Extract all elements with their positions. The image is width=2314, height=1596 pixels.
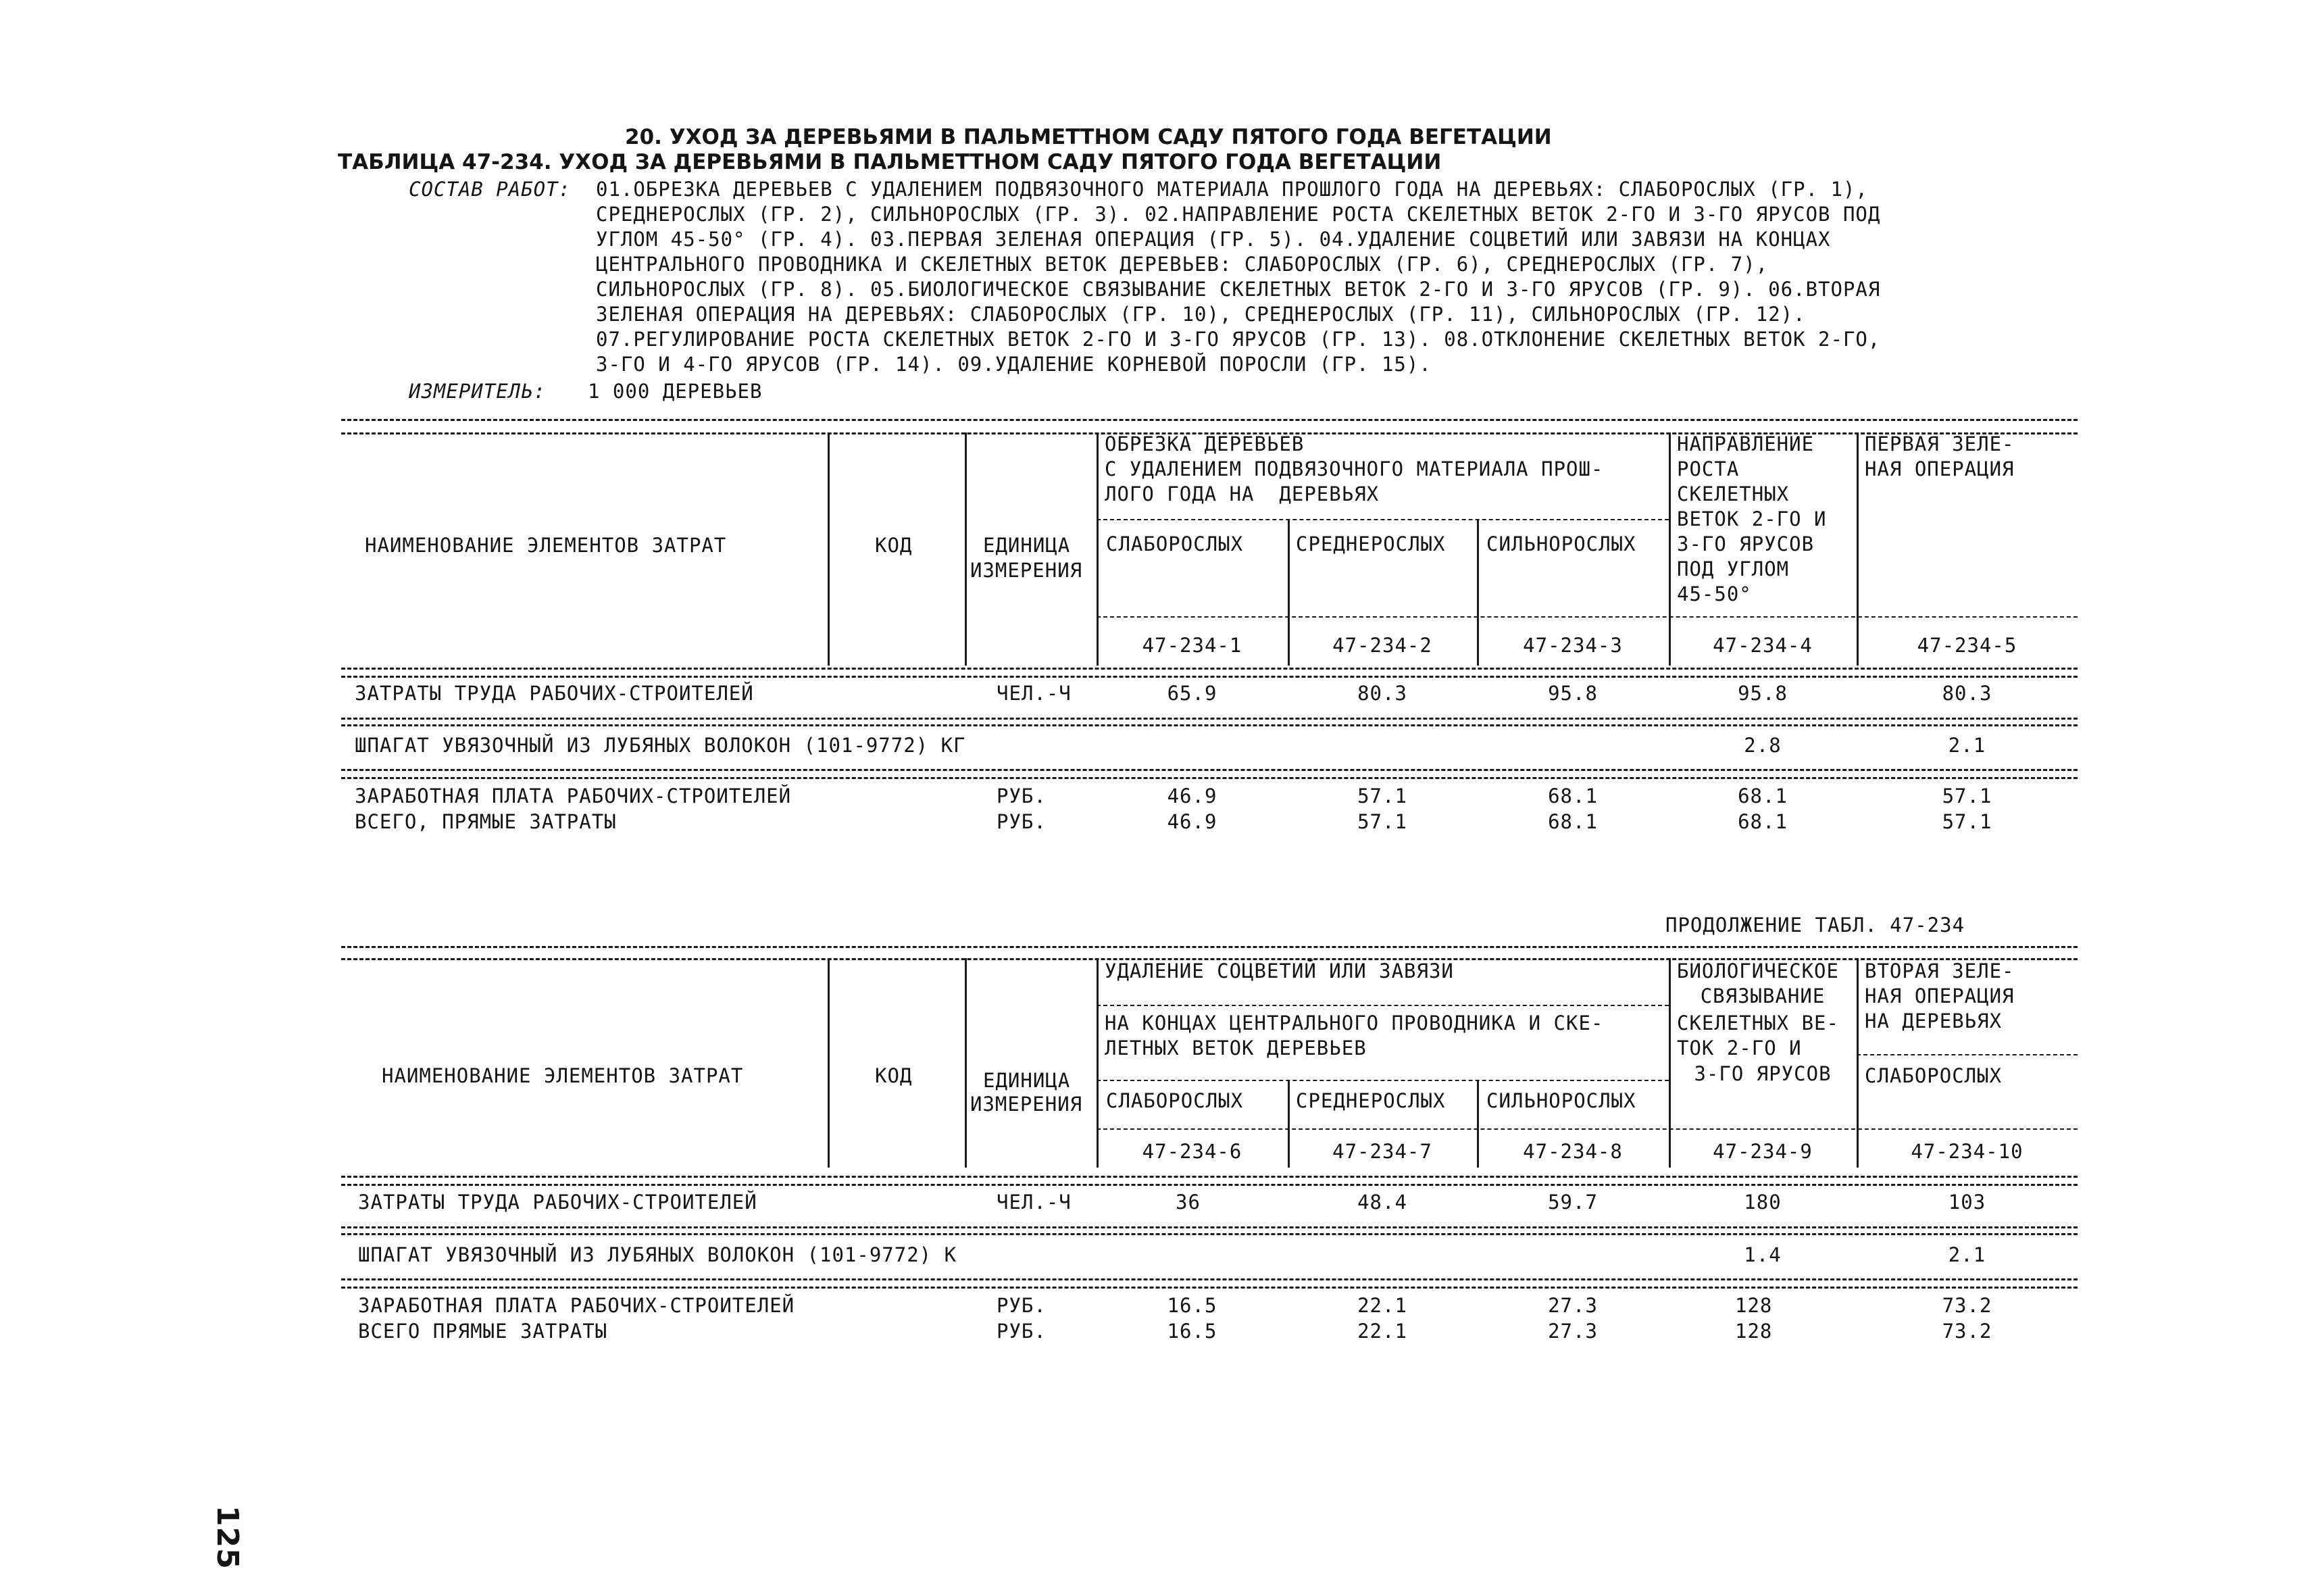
t1-cell: 80.3 bbox=[1942, 682, 1992, 705]
t2-cell: 48.4 bbox=[1357, 1191, 1407, 1214]
composition-line: ЗЕЛЕНАЯ ОПЕРАЦИЯ НА ДЕРЕВЬЯХ: СЛАБОРОСЛЫХ (ГР. 10), СРЕДНЕРОСЛЫХ (ГР. 11), СИЛЬНОРОСЛЫХ (ГР. 12). bbox=[596, 303, 1806, 326]
t2-group-header: УДАЛЕНИЕ СОЦВЕТИЙ ИЛИ ЗАВЯЗИ bbox=[1105, 959, 1454, 982]
t1-col4-header: 45-50° bbox=[1677, 582, 1752, 605]
t2-row-name: ВСЕГО ПРЯМЫЕ ЗАТРАТЫ bbox=[358, 1320, 608, 1343]
t1-cell: 2.8 bbox=[1744, 734, 1782, 757]
t1-row-unit: ЧЕЛ.-Ч bbox=[997, 682, 1072, 705]
t2-col4-header: СВЯЗЫВАНИЕ bbox=[1700, 984, 1826, 1007]
t2-cell: 36 bbox=[1176, 1191, 1201, 1214]
t1-row-name: ЗАТРАТЫ ТРУДА РАБОЧИХ-СТРОИТЕЛЕЙ bbox=[355, 682, 754, 705]
t1-group-header: ЛОГО ГОДА НА ДЕРЕВЬЯХ bbox=[1105, 482, 1380, 505]
t1-group-header: С УДАЛЕНИЕМ ПОДВЯЗОЧНОГО МАТЕРИАЛА ПРОШ- bbox=[1105, 457, 1604, 480]
t1-cell: 57.1 bbox=[1942, 784, 1992, 807]
t1-head-unit: ЕДИНИЦА bbox=[983, 534, 1071, 557]
t2-group-header: ЛЕТНЫХ ВЕТОК ДЕРЕВЬЕВ bbox=[1105, 1037, 1367, 1059]
t1-code: 47-234-1 bbox=[1142, 634, 1242, 657]
t1-cell: 80.3 bbox=[1357, 682, 1407, 705]
composition-line: СРЕДНЕРОСЛЫХ (ГР. 2), СИЛЬНОРОСЛЫХ (ГР. 3). 02.НАПРАВЛЕНИЕ РОСТА СКЕЛЕТНЫХ ВЕТОК 2-ГО И 3-ГО ЯРУСОВ ПОД bbox=[596, 203, 1881, 226]
table-title: ТАБЛИЦА 47-234. УХОД ЗА ДЕРЕВЬЯМИ В ПАЛЬМЕТТНОМ САДУ ПЯТОГО ГОДА ВЕГЕТАЦИИ bbox=[338, 150, 1442, 174]
t2-head-name: НАИМЕНОВАНИЕ ЭЛЕМЕНТОВ ЗАТРАТ bbox=[382, 1064, 744, 1087]
meter-value: 1 000 ДЕРЕВЬЕВ bbox=[588, 380, 763, 403]
page-number: 125 bbox=[210, 1505, 245, 1570]
t2-cell: 16.5 bbox=[1167, 1294, 1217, 1317]
t2-col5-header: НА ДЕРЕВЬЯХ bbox=[1865, 1009, 2003, 1032]
t1-subheader: СИЛЬНОРОСЛЫХ bbox=[1486, 532, 1636, 555]
t1-cell: 68.1 bbox=[1738, 784, 1788, 807]
t2-cell: 59.7 bbox=[1548, 1191, 1598, 1214]
t1-col5-header: ПЕРВАЯ ЗЕЛЕ- bbox=[1865, 432, 2015, 455]
t2-row-unit: РУБ. bbox=[997, 1320, 1047, 1343]
t2-cell: 180 bbox=[1744, 1191, 1782, 1214]
t1-subheader: СРЕДНЕРОСЛЫХ bbox=[1296, 532, 1446, 555]
t2-subheader: СРЕДНЕРОСЛЫХ bbox=[1296, 1089, 1446, 1112]
composition-line: ЦЕНТРАЛЬНОГО ПРОВОДНИКА И СКЕЛЕТНЫХ ВЕТОК ДЕРЕВЬЕВ: СЛАБОРОСЛЫХ (ГР. 6), СРЕДНЕРОСЛЫХ (ГР. 7), bbox=[596, 253, 1769, 276]
t1-head-unit: ИЗМЕРЕНИЯ bbox=[970, 559, 1083, 582]
t1-head-code: КОД bbox=[875, 534, 913, 557]
composition-line: 01.ОБРЕЗКА ДЕРЕВЬЕВ С УДАЛЕНИЕМ ПОДВЯЗОЧНОГО МАТЕРИАЛА ПРОШЛОГО ГОДА НА ДЕРЕВЬЯХ: СЛАБОРОСЛЫХ (ГР. 1), bbox=[596, 178, 1868, 201]
t2-cell: 2.1 bbox=[1948, 1243, 1986, 1266]
t2-row-name: ЗАТРАТЫ ТРУДА РАБОЧИХ-СТРОИТЕЛЕЙ bbox=[358, 1191, 757, 1214]
t2-cell: 73.2 bbox=[1942, 1294, 1992, 1317]
t2-cell: 103 bbox=[1948, 1191, 1986, 1214]
t1-row-name: ЗАРАБОТНАЯ ПЛАТА РАБОЧИХ-СТРОИТЕЛЕЙ bbox=[355, 784, 792, 807]
t2-col4-header: 3-ГО ЯРУСОВ bbox=[1694, 1062, 1832, 1085]
t2-code: 47-234-7 bbox=[1332, 1140, 1432, 1163]
t1-code: 47-234-2 bbox=[1332, 634, 1432, 657]
t2-cell: 22.1 bbox=[1357, 1294, 1407, 1317]
t2-head-code: КОД bbox=[875, 1064, 913, 1087]
t2-col5-header: ВТОРАЯ ЗЕЛЕ- bbox=[1865, 959, 2015, 982]
t2-col5-header: НАЯ ОПЕРАЦИЯ bbox=[1865, 984, 2015, 1007]
section-title: 20. УХОД ЗА ДЕРЕВЬЯМИ В ПАЛЬМЕТТНОМ САДУ ПЯТОГО ГОДА ВЕГЕТАЦИИ bbox=[625, 125, 1552, 149]
t1-head-name: НАИМЕНОВАНИЕ ЭЛЕМЕНТОВ ЗАТРАТ bbox=[365, 534, 727, 557]
t2-cell: 27.3 bbox=[1548, 1320, 1598, 1343]
t1-row-unit: РУБ. bbox=[997, 784, 1047, 807]
t2-cell: 73.2 bbox=[1942, 1320, 1992, 1343]
t2-col5-subheader: СЛАБОРОСЛЫХ bbox=[1865, 1064, 2003, 1087]
t1-col4-header: РОСТА bbox=[1677, 457, 1740, 480]
t2-subheader: СЛАБОРОСЛЫХ bbox=[1106, 1089, 1244, 1112]
t2-cell: 16.5 bbox=[1167, 1320, 1217, 1343]
t2-col4-header: БИОЛОГИЧЕСКОЕ bbox=[1677, 959, 1839, 982]
t1-cell: 95.8 bbox=[1548, 682, 1598, 705]
t1-row-unit: РУБ. bbox=[997, 810, 1047, 833]
t1-cell: 95.8 bbox=[1738, 682, 1788, 705]
t1-cell: 57.1 bbox=[1942, 810, 1992, 833]
t2-code: 47-234-9 bbox=[1713, 1140, 1813, 1163]
composition-line: УГЛОМ 45-50° (ГР. 4). 03.ПЕРВАЯ ЗЕЛЕНАЯ ОПЕРАЦИЯ (ГР. 5). 04.УДАЛЕНИЕ СОЦВЕТИЙ ИЛИ ЗАВЯЗИ НА КОНЦАХ bbox=[596, 228, 1831, 251]
composition-line: 3-ГО И 4-ГО ЯРУСОВ (ГР. 14). 09.УДАЛЕНИЕ КОРНЕВОЙ ПОРОСЛИ (ГР. 15). bbox=[596, 353, 1432, 376]
t2-row-unit: ЧЕЛ.-Ч bbox=[997, 1191, 1072, 1214]
t2-cell: 128 bbox=[1735, 1294, 1773, 1317]
t1-code: 47-234-4 bbox=[1713, 634, 1813, 657]
t1-cell: 68.1 bbox=[1738, 810, 1788, 833]
t2-row-unit: РУБ. bbox=[997, 1294, 1047, 1317]
t1-code: 47-234-5 bbox=[1917, 634, 2017, 657]
t1-cell: 46.9 bbox=[1167, 810, 1217, 833]
t2-subheader: СИЛЬНОРОСЛЫХ bbox=[1486, 1089, 1636, 1112]
meter-label: ИЗМЕРИТЕЛЬ: bbox=[409, 380, 547, 403]
t2-row-name: ЗАРАБОТНАЯ ПЛАТА РАБОЧИХ-СТРОИТЕЛЕЙ bbox=[358, 1294, 795, 1317]
t2-cell: 22.1 bbox=[1357, 1320, 1407, 1343]
t1-col4-header: ВЕТОК 2-ГО И bbox=[1677, 507, 1827, 530]
t1-cell: 68.1 bbox=[1548, 784, 1598, 807]
t2-group-header: НА КОНЦАХ ЦЕНТРАЛЬНОГО ПРОВОДНИКА И СКЕ- bbox=[1105, 1012, 1604, 1034]
t2-col4-header: ТОК 2-ГО И bbox=[1677, 1037, 1802, 1059]
t1-cell: 65.9 bbox=[1167, 682, 1217, 705]
t2-cell: 128 bbox=[1735, 1320, 1773, 1343]
t2-head-unit: ИЗМЕРЕНИЯ bbox=[970, 1093, 1083, 1116]
t2-head-unit: ЕДИНИЦА bbox=[983, 1069, 1071, 1092]
t2-code: 47-234-8 bbox=[1523, 1140, 1623, 1163]
t1-cell: 68.1 bbox=[1548, 810, 1598, 833]
t1-code: 47-234-3 bbox=[1523, 634, 1623, 657]
t1-subheader: СЛАБОРОСЛЫХ bbox=[1106, 532, 1244, 555]
t1-cell: 57.1 bbox=[1357, 810, 1407, 833]
composition-label: СОСТАВ РАБОТ: bbox=[409, 178, 571, 201]
t1-cell: 46.9 bbox=[1167, 784, 1217, 807]
t2-cell: 1.4 bbox=[1744, 1243, 1782, 1266]
t2-cell: 27.3 bbox=[1548, 1294, 1598, 1317]
t1-group-header: ОБРЕЗКА ДЕРЕВЬЕВ bbox=[1105, 432, 1305, 455]
t1-cell: 57.1 bbox=[1357, 784, 1407, 807]
t1-col4-header: СКЕЛЕТНЫХ bbox=[1677, 482, 1790, 505]
t1-col5-header: НАЯ ОПЕРАЦИЯ bbox=[1865, 457, 2015, 480]
t2-col4-header: СКЕЛЕТНЫХ ВЕ- bbox=[1677, 1012, 1839, 1034]
t1-col4-header: ПОД УГЛОМ bbox=[1677, 557, 1790, 580]
t2-code: 47-234-6 bbox=[1142, 1140, 1242, 1163]
t2-code: 47-234-10 bbox=[1911, 1140, 2023, 1163]
t1-col4-header: 3-ГО ЯРУСОВ bbox=[1677, 532, 1815, 555]
t1-row-name: ВСЕГО, ПРЯМЫЕ ЗАТРАТЫ bbox=[355, 810, 617, 833]
t2-row-name: ШПАГАТ УВЯЗОЧНЫЙ ИЗ ЛУБЯНЫХ ВОЛОКОН (101-9772) К bbox=[358, 1243, 957, 1266]
composition-line: СИЛЬНОРОСЛЫХ (ГР. 8). 05.БИОЛОГИЧЕСКОЕ СВЯЗЫВАНИЕ СКЕЛЕТНЫХ ВЕТОК 2-ГО И 3-ГО ЯРУСОВ (ГР. 9). 06.ВТОРАЯ bbox=[596, 278, 1881, 301]
composition-line: 07.РЕГУЛИРОВАНИЕ РОСТА СКЕЛЕТНЫХ ВЕТОК 2-ГО И 3-ГО ЯРУСОВ (ГР. 13). 08.ОТКЛОНЕНИЕ СКЕЛЕТНЫХ ВЕТОК 2-ГО, bbox=[596, 328, 1881, 351]
t1-col4-header: НАПРАВЛЕНИЕ bbox=[1677, 432, 1815, 455]
t1-cell: 2.1 bbox=[1948, 734, 1986, 757]
continuation-label: ПРОДОЛЖЕНИЕ ТАБЛ. 47-234 bbox=[1665, 914, 1965, 937]
t1-row-name: ШПАГАТ УВЯЗОЧНЫЙ ИЗ ЛУБЯНЫХ ВОЛОКОН (101-9772) КГ bbox=[355, 734, 966, 757]
